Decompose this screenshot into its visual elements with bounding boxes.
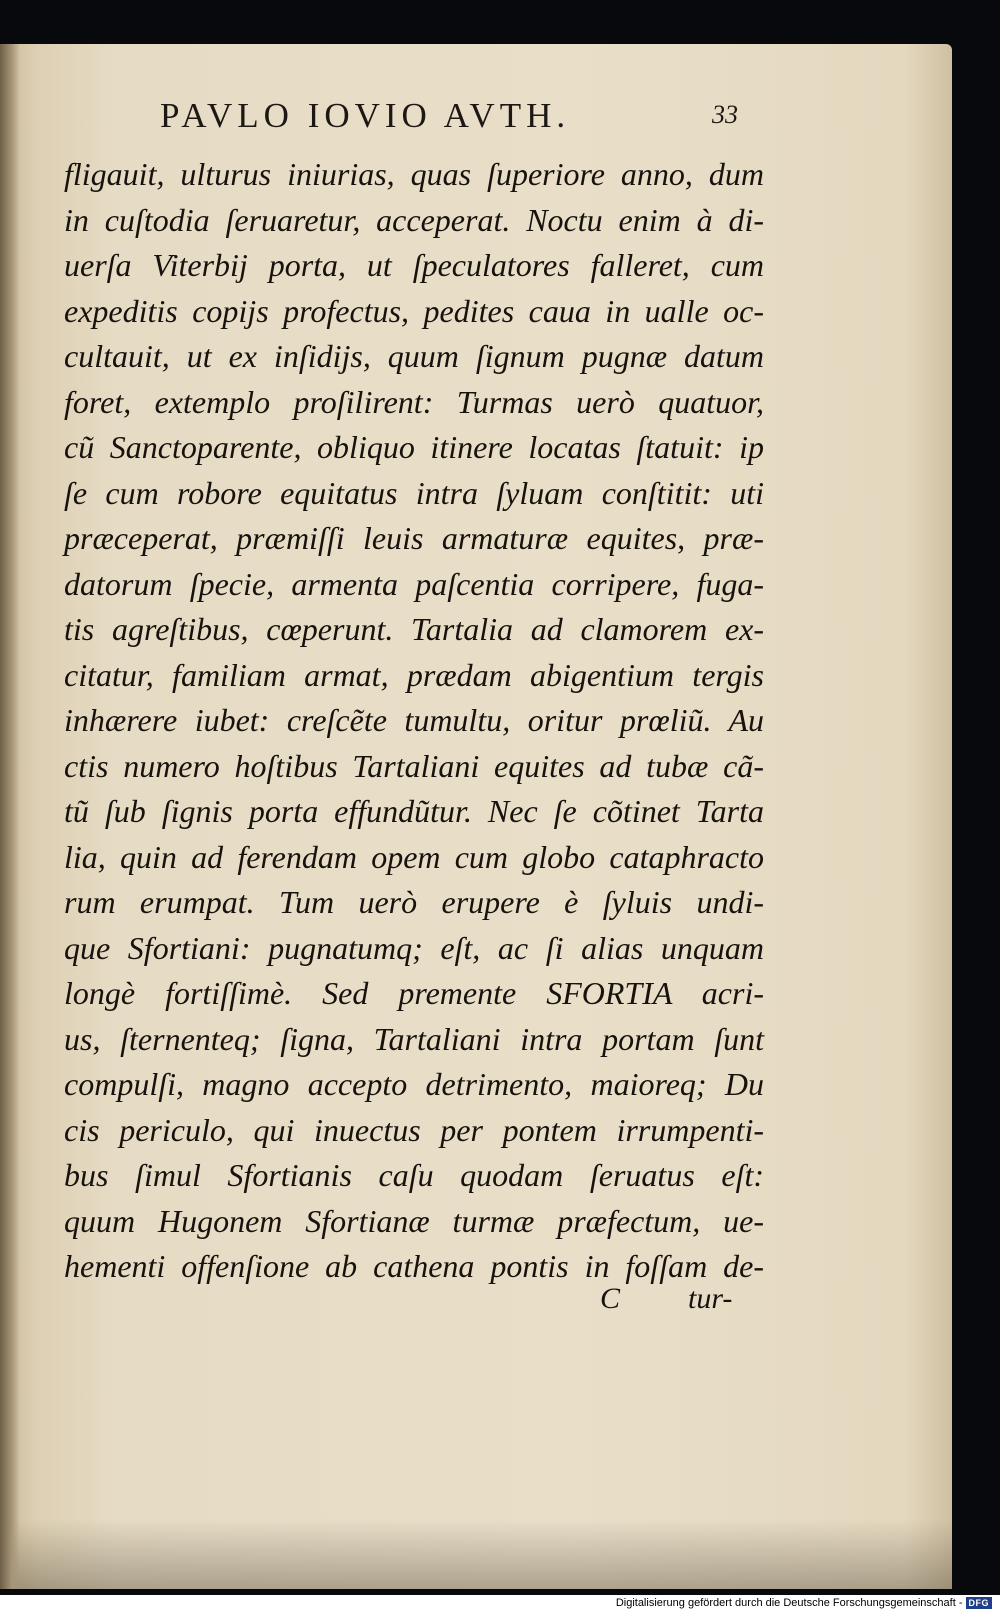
text-line: bus ſimul Sfortianis caſu quodam ſeruatus eſt: xyxy=(64,1157,764,1193)
text-line: datorum ſpecie, armenta paſcentia corripere, fuga- xyxy=(64,565,764,602)
text-line: us, ſternenteq; ſigna, Tartaliani intra portam ſunt xyxy=(64,1020,764,1057)
dfg-logo-icon: DFG xyxy=(966,1597,993,1609)
text-line: hementi offenſione ab cathena pontis in foſſam de- xyxy=(64,1248,764,1284)
body-text xyxy=(64,152,764,1290)
text-line: lia, quin ad ferendam opem cum globo cataphracto xyxy=(64,838,764,875)
text-line: longè fortiſſimè. Sed premente SFORTIA acri- xyxy=(64,975,764,1011)
page-binding-shadow xyxy=(0,44,20,1589)
text-line: expeditis copijs profectus, pedites caua in ualle oc- xyxy=(64,292,764,329)
text-line: cultauit, ut ex inſidijs, quum ſignum pugnæ datum xyxy=(64,338,764,374)
text-line: inhærere iubet: creſcẽte tumultu, oritur prœliũ. Au xyxy=(64,702,764,738)
text-line: rum erumpat. Tum uerò erupere è ſyluis undi- xyxy=(64,884,764,920)
text-line: cũ Sanctoparente, obliquo itinere locatas ſtatuit: ip xyxy=(64,429,764,465)
text-line: compulſi, magno accepto detrimento, maioreq; Du xyxy=(64,1066,764,1102)
text-line: citatur, familiam armat, prædam abigentium tergis xyxy=(64,656,764,693)
running-head: PAVLO IOVIO AVTH. xyxy=(160,96,571,135)
text-line: uerſa Viterbij porta, ut ſpeculatores falleret, cum xyxy=(64,247,764,283)
digitization-credit xyxy=(616,1597,992,1609)
text-line: tis agreſtibus, cœperunt. Tartalia ad clamorem ex- xyxy=(64,611,764,647)
text-line: cis periculo, qui inuectus per pontem irrumpenti- xyxy=(64,1111,764,1148)
catchword: tur- xyxy=(688,1282,733,1315)
text-line: in cuſtodia ſeruaretur, acceperat. Noctu enim à di- xyxy=(64,201,764,238)
page-number: 33 xyxy=(712,100,738,129)
text-line: foret, extemplo proſilirent: Turmas uerò quatuor, xyxy=(64,383,764,420)
text-line: fligauit, ulturus iniurias, quas ſuperiore anno, dum xyxy=(64,156,764,192)
text-line: que Sfortiani: pugnatumq; eſt, ac ſi alias unquam xyxy=(64,929,764,966)
signature-mark: C xyxy=(600,1282,621,1315)
text-line: ctis numero hoſtibus Tartaliani equites ad tubæ cã- xyxy=(64,747,764,784)
text-line: tũ ſub ſignis porta effundũtur. Nec ſe cõtinet Tarta xyxy=(64,793,764,829)
text-line: quum Hugonem Sfortianæ turmæ præfectum, ue- xyxy=(64,1202,764,1239)
credit-text: Digitalisierung gefördert durch die Deutsche Forschungsgemeinschaft - xyxy=(615,1597,963,1609)
text-line: præceperat, præmiſſi leuis armaturæ equites, præ- xyxy=(64,520,764,556)
text-line: ſe cum robore equitatus intra ſyluam conſtitit: uti xyxy=(64,474,764,511)
